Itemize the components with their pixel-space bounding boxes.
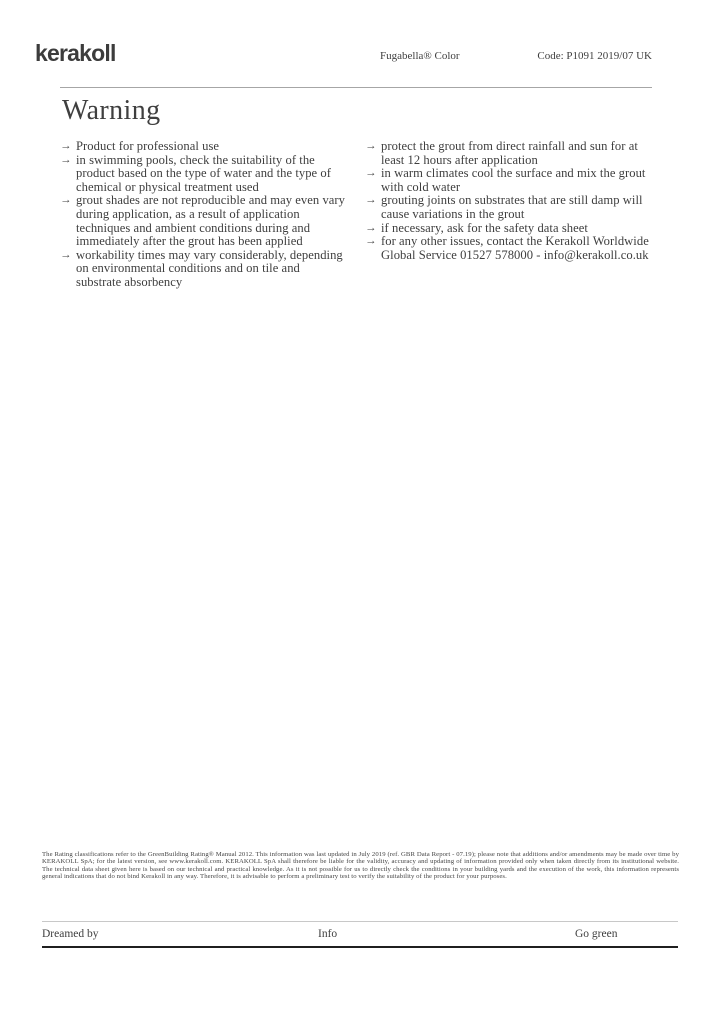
- warning-columns: [60, 140, 652, 290]
- warning-item-text: grout shades are not reproducible and may even vary during application, as a result of application techniques and ambient conditions during and immediately after the grout has been applied: [76, 193, 346, 249]
- footer-heading-info: Info: [318, 928, 338, 940]
- arrow-bullet-icon: →: [365, 194, 377, 207]
- warning-item-text: if necessary, ask for the safety data sheet: [381, 220, 588, 235]
- arrow-bullet-icon: →: [60, 194, 72, 207]
- arrow-bullet-icon: →: [60, 248, 72, 261]
- warning-item: [60, 154, 347, 195]
- warning-item: [365, 140, 652, 167]
- warning-item-text: protect the grout from direct rainfall and sun for at least 12 hours after application: [381, 139, 638, 167]
- warning-item: [365, 222, 652, 236]
- warning-item-text: in warm climates cool the surface and mix the grout with cold water: [381, 166, 646, 194]
- warning-item: [365, 194, 652, 221]
- footer-headings: [42, 928, 678, 940]
- warning-item-text: grouting joints on substrates that are still damp will cause variations in the grout: [381, 193, 643, 221]
- arrow-bullet-icon: →: [365, 140, 377, 152]
- warning-title: Warning: [62, 95, 161, 126]
- arrow-bullet-icon: →: [365, 235, 377, 248]
- footer-top-rule: [42, 921, 678, 922]
- warning-item: [60, 194, 347, 248]
- arrow-bullet-icon: →: [365, 221, 377, 234]
- footer-divider-rule: [42, 946, 678, 948]
- document-code: Code: P1091 2019/07 UK: [537, 50, 652, 62]
- footer-heading-dreamed-by: Dreamed by: [42, 928, 99, 940]
- kerakoll-logo: kerakoll: [35, 40, 116, 66]
- arrow-bullet-icon: →: [365, 167, 377, 180]
- legal-disclaimer: The Rating classifications refer to the GreenBuilding Rating® Manual 2012. This information was last updated in July 2019 (ref. GBR Data Report - 07.19); please note that additions and/or amendments may be made over time by KERAKOLL SpA; for the latest version, see www.kerakoll.com. KERAKOLL SpA shall therefore be liable for the validity, accuracy and updating of information provided only when taken directly from its institutional website. The technical data sheet given here is based on our technical and practical knowledge. As it is not possible for us to directly check the conditions in your building yards and the execution of the work, this information represents general indications that do not bind Kerakoll in any way. Therefore, it is advisable to perform a preliminary test to verify the suitability of the product for your purposes.: [42, 851, 679, 880]
- warning-section: [60, 87, 652, 290]
- footer-heading-go-green: Go green: [575, 928, 618, 940]
- warning-item: [365, 235, 652, 262]
- warning-item-text: workability times may vary considerably, depending on environmental conditions and on tile and substrate absorbency: [76, 247, 343, 289]
- warning-item-text: in swimming pools, check the suitability of the product based on the type of water and the type of chemical or physical treatment used: [76, 152, 331, 194]
- warning-item: [60, 140, 347, 154]
- warning-item: [60, 249, 347, 290]
- arrow-bullet-icon: →: [60, 140, 72, 152]
- warning-item: [365, 167, 652, 194]
- warning-list-right: [365, 140, 652, 290]
- product-name: Fugabella® Color: [380, 50, 460, 62]
- arrow-bullet-icon: →: [60, 153, 72, 166]
- warning-item-text: Product for professional use: [76, 139, 220, 153]
- warning-item-text: for any other issues, contact the Kerakoll Worldwide Global Service 01527 578000 - info@kerakoll.co.uk: [381, 234, 649, 262]
- warning-list-left: [60, 140, 347, 290]
